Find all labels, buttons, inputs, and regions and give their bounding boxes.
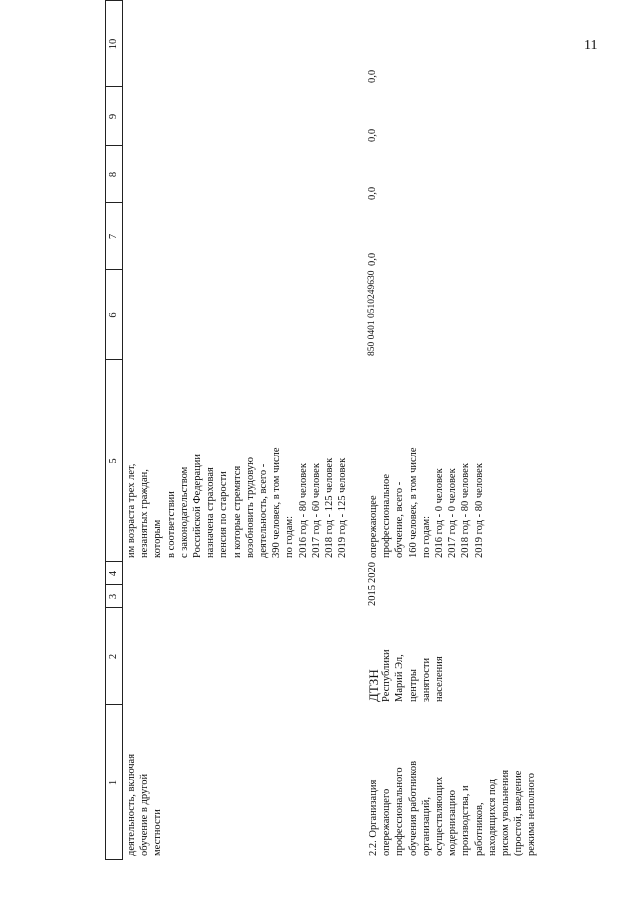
text-line: Марий Эл, <box>394 654 406 702</box>
text-line: центры <box>407 669 419 702</box>
text-line: 2019 год - 80 человек <box>473 463 485 558</box>
text-line: 2016 год - 0 человек <box>434 468 446 558</box>
text-line: обучение, всего - <box>394 481 406 558</box>
text-line: профессиональное <box>381 473 393 558</box>
text-line: работников, <box>473 802 485 856</box>
header-col-10: 10 <box>108 38 119 50</box>
text-line: 2018 год - 80 человек <box>460 463 472 558</box>
text-line: по годам: <box>420 515 432 558</box>
text-line: Республики <box>381 649 393 702</box>
text-line: находящихся под <box>486 779 498 856</box>
text-line: возобновить трудовую <box>244 457 256 558</box>
text-line: опережающего <box>381 788 393 856</box>
row2-col9-value: 0,0 <box>367 128 378 142</box>
row2-start-year: 2015 <box>367 585 378 606</box>
text-line: модернизацию <box>447 790 459 856</box>
agency-abbrev: ДТЗН <box>366 669 381 702</box>
text-line: пенсия по старости <box>218 471 230 558</box>
table-top-border <box>105 0 106 860</box>
text-line: населения <box>434 656 446 702</box>
text-line: 2.2. Организация <box>368 779 379 856</box>
row2-end-year: 2020 <box>367 562 378 583</box>
header-col-7: 7 <box>108 233 119 240</box>
text-line: назначена страховая <box>205 467 217 558</box>
row2-col5-text <box>367 362 486 558</box>
row2-col10-value: 0,0 <box>367 69 378 83</box>
text-line: Российской Федерации <box>192 454 204 558</box>
text-line: которым <box>152 519 164 558</box>
text-line: местности <box>152 809 164 856</box>
text-line-part: деятельность, включая <box>126 753 137 856</box>
row2-col1-text <box>367 708 539 856</box>
row2-col2-text <box>367 610 446 702</box>
text-line: обучения работников <box>407 760 419 856</box>
text-line: режима неполного <box>526 772 538 856</box>
row1-col1-text <box>125 708 165 856</box>
header-bottom-border <box>122 0 123 860</box>
text-line: незанятых граждан, <box>139 469 151 558</box>
text-line: в соответствии <box>165 491 177 558</box>
text-line: и которые стремятся <box>231 465 243 558</box>
text-line: с законодательством <box>178 466 190 558</box>
header-col-9: 9 <box>108 113 119 120</box>
text-line: осуществляющих <box>434 776 446 856</box>
header-col-5: 5 <box>108 458 119 464</box>
text-line: 2017 год - 0 человек <box>447 468 459 558</box>
text-line: занятости <box>420 657 432 702</box>
text-line: деятельность, всего - <box>258 463 270 558</box>
text-line: по годам: <box>284 515 296 558</box>
row2-col8-value: 0,0 <box>367 186 378 200</box>
text-line: (простой, введение <box>513 770 525 856</box>
text-line: им возраста трех лет, <box>126 463 137 558</box>
text-line: профессионального <box>394 767 406 856</box>
rotated-table <box>105 0 585 860</box>
text-line: 2017 год - 60 человек <box>310 463 322 558</box>
text-line: 390 человек, в том числе <box>271 447 283 558</box>
header-col-2: 2 <box>108 653 119 660</box>
text-line: 2018 год - 125 человек <box>324 457 336 558</box>
text-line: 160 человек, в том числе <box>407 447 419 558</box>
text-line: опережающее <box>368 495 379 558</box>
text-line: организаций, <box>420 797 432 856</box>
text-line: 2019 год - 125 человек <box>337 457 349 558</box>
row1-col5-text <box>125 362 349 558</box>
header-col-4: 4 <box>108 570 119 577</box>
text-line <box>125 708 138 856</box>
text-line: обучение в другой <box>139 773 151 856</box>
header-col-1: 1 <box>108 779 119 786</box>
text-line: производства, и <box>460 785 472 856</box>
row2-budget-code: 850 0401 0510249630 <box>367 270 377 356</box>
text-line: 2016 год - 80 человек <box>297 463 309 558</box>
page-number: 11 <box>584 38 598 53</box>
header-col-6: 6 <box>108 312 119 318</box>
header-col-8: 8 <box>108 171 119 178</box>
header-col-3: 3 <box>108 593 119 600</box>
row2-col7-value: 0,0 <box>367 252 378 266</box>
text-line: риском увольнения <box>500 769 512 856</box>
